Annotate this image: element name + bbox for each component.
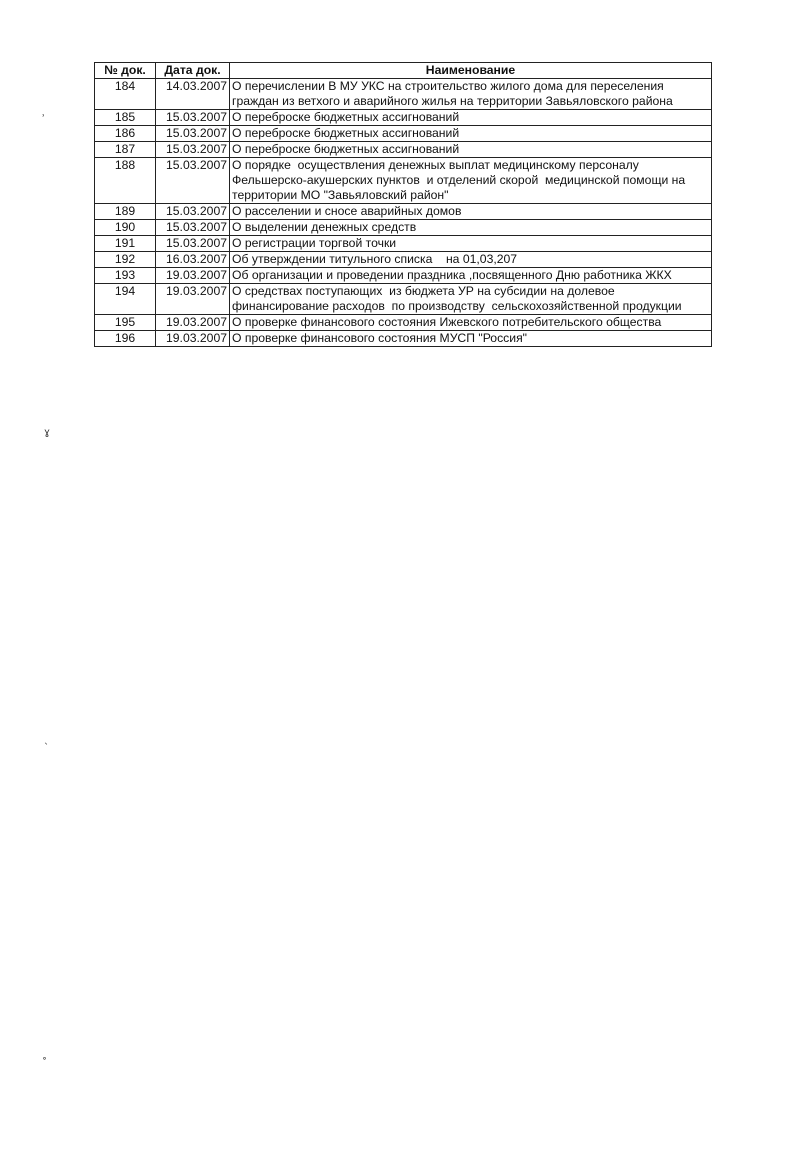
doc-title-cell: О перечислении В МУ УКС на строительство жилого дома для переселения граждан из ветхого и аварийного жилья на территории Завьяловского района <box>230 79 712 110</box>
doc-number-cell: 185 <box>95 110 156 126</box>
table-row <box>95 126 712 142</box>
doc-date-cell: 19.03.2007 <box>156 268 230 284</box>
scan-speck: ˎ <box>44 734 49 745</box>
scan-speck: ɣ <box>44 427 50 438</box>
doc-title-cell: О проверке финансового состояния МУСП "Россия" <box>230 331 712 347</box>
doc-number-cell: 193 <box>95 268 156 284</box>
doc-number-cell: 184 <box>95 79 156 110</box>
doc-date-cell: 16.03.2007 <box>156 252 230 268</box>
header-doc-title: Наименование <box>230 63 712 79</box>
scan-speck: ˒ <box>42 111 46 122</box>
scan-speck: ˳ <box>42 1049 47 1060</box>
table-row <box>95 79 712 110</box>
table-row <box>95 331 712 347</box>
doc-number-cell: 190 <box>95 220 156 236</box>
doc-date-cell: 15.03.2007 <box>156 158 230 204</box>
table-row <box>95 284 712 315</box>
table-row <box>95 142 712 158</box>
table-row <box>95 268 712 284</box>
table-row <box>95 236 712 252</box>
doc-date-cell: 15.03.2007 <box>156 236 230 252</box>
table-row <box>95 220 712 236</box>
doc-number-cell: 189 <box>95 204 156 220</box>
doc-number-cell: 191 <box>95 236 156 252</box>
doc-number-cell: 195 <box>95 315 156 331</box>
table-row <box>95 252 712 268</box>
doc-title-cell: О переброске бюджетных ассигнований <box>230 142 712 158</box>
doc-title-cell: О проверке финансового состояния Ижевского потребительского общества <box>230 315 712 331</box>
doc-title-cell: О выделении денежных средств <box>230 220 712 236</box>
doc-number-cell: 186 <box>95 126 156 142</box>
table-row <box>95 315 712 331</box>
doc-number-cell: 187 <box>95 142 156 158</box>
table-row <box>95 204 712 220</box>
doc-title-cell: О переброске бюджетных ассигнований <box>230 110 712 126</box>
table-body <box>95 79 712 347</box>
doc-title-cell: О переброске бюджетных ассигнований <box>230 126 712 142</box>
doc-title-cell: О расселении и сносе аварийных домов <box>230 204 712 220</box>
doc-date-cell: 19.03.2007 <box>156 315 230 331</box>
doc-number-cell: 196 <box>95 331 156 347</box>
doc-date-cell: 19.03.2007 <box>156 284 230 315</box>
doc-date-cell: 15.03.2007 <box>156 204 230 220</box>
doc-title-cell: О средствах поступающих из бюджета УР на субсидии на долевое финансирование расходов по производству сельскохозяйственной продукции <box>230 284 712 315</box>
table-header-row <box>95 63 712 79</box>
doc-date-cell: 15.03.2007 <box>156 110 230 126</box>
header-doc-date: Дата док. <box>156 63 230 79</box>
header-doc-number: № док. <box>95 63 156 79</box>
doc-title-cell: О порядке осуществления денежных выплат медицинскому персоналу Фельшерско-акушерских пунктов и отделений скорой медицинской помощи на территории МО "Завьяловский район" <box>230 158 712 204</box>
doc-number-cell: 194 <box>95 284 156 315</box>
doc-number-cell: 188 <box>95 158 156 204</box>
table-row <box>95 158 712 204</box>
doc-date-cell: 15.03.2007 <box>156 220 230 236</box>
documents-table <box>94 62 712 347</box>
doc-title-cell: Об утверждении титульного списка на 01,03,207 <box>230 252 712 268</box>
doc-title-cell: Об организации и проведении праздника ,посвященного Дню работника ЖКХ <box>230 268 712 284</box>
doc-number-cell: 192 <box>95 252 156 268</box>
doc-date-cell: 19.03.2007 <box>156 331 230 347</box>
doc-date-cell: 15.03.2007 <box>156 142 230 158</box>
table-row <box>95 110 712 126</box>
doc-date-cell: 15.03.2007 <box>156 126 230 142</box>
doc-title-cell: О регистрации торгвой точки <box>230 236 712 252</box>
doc-date-cell: 14.03.2007 <box>156 79 230 110</box>
